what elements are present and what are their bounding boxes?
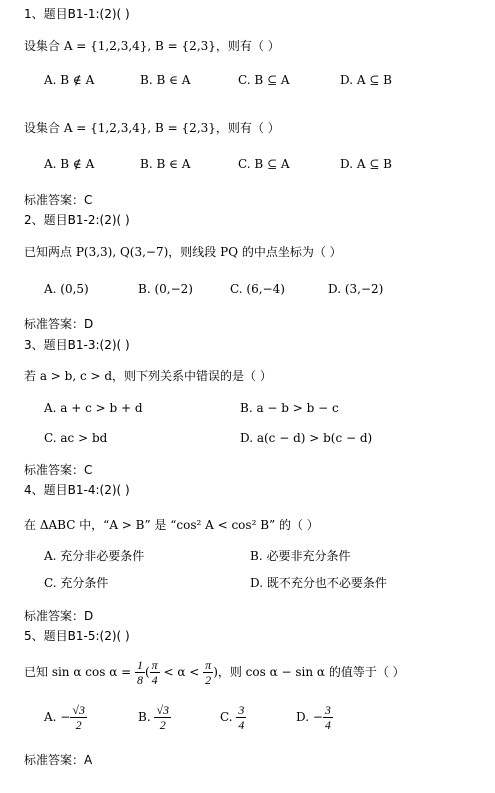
option-label: C. — [220, 710, 233, 724]
question-3-option-a: A. a + c > b + d — [44, 401, 143, 415]
question-4-option-c: C. 充分条件 — [44, 576, 109, 590]
option-label: D. − — [296, 710, 323, 724]
question-1-stem: 设集合 A = {1,2,3,4}, B = {2,3}，则有（ ） — [24, 39, 280, 53]
fraction-denominator: 4 — [238, 718, 245, 732]
question-5-paren-open: ( — [144, 665, 150, 679]
question-2-option-b: B. (0,−2) — [138, 282, 193, 296]
question-2-stem: 已知两点 P(3,3), Q(3,−7)，则线段 PQ 的中点坐标为（ ） — [24, 245, 342, 259]
question-5-fraction-pi-over-2 — [203, 658, 213, 687]
question-1-option-a-repeat: A. B ∉ A — [44, 157, 95, 171]
option-label: B. — [138, 710, 151, 724]
question-3-option-d: D. a(c − d) > b(c − d) — [240, 431, 373, 445]
option-fraction — [70, 703, 87, 732]
question-3-title: 3、题目B1-3:(2)( ) — [24, 338, 130, 352]
question-1-option-d: D. A ⊆ B — [340, 73, 392, 87]
fraction-numerator: √3 — [72, 703, 85, 717]
question-5-stem — [24, 654, 405, 690]
question-3-answer: 标准答案：C — [24, 463, 93, 477]
question-4-title: 4、题目B1-4:(2)( ) — [24, 483, 130, 497]
fraction-denominator: 2 — [75, 718, 82, 732]
question-1-option-b: B. B ∈ A — [140, 73, 191, 87]
question-4-option-a: A. 充分非必要条件 — [44, 549, 145, 563]
question-1-option-a: A. B ∉ A — [44, 73, 95, 87]
question-2-option-c: C. (6,−4) — [230, 282, 285, 296]
question-1-option-c: C. B ⊆ A — [238, 73, 290, 87]
question-2-option-d: D. (3,−2) — [328, 282, 384, 296]
fraction-numerator: 1 — [136, 658, 143, 672]
fraction-denominator: 2 — [205, 673, 212, 687]
fraction-numerator: √3 — [156, 703, 170, 717]
question-3-stem: 若 a > b, c > d，则下列关系中错误的是（ ） — [24, 369, 272, 383]
option-fraction — [323, 703, 333, 732]
question-1-option-c-repeat: C. B ⊆ A — [238, 157, 290, 171]
question-5-stem-suffix: )，则 cos α − sin α 的值等于（ ） — [213, 665, 405, 679]
fraction-numerator: π — [205, 658, 212, 672]
question-2-option-a: A. (0,5) — [44, 282, 89, 296]
fraction-denominator: 4 — [151, 673, 158, 687]
question-2-answer: 标准答案：D — [24, 317, 94, 331]
question-5-option-d — [296, 698, 333, 736]
question-2-title: 2、题目B1-2:(2)( ) — [24, 213, 130, 227]
question-4-answer: 标准答案：D — [24, 609, 94, 623]
fraction-denominator: 4 — [324, 718, 331, 732]
question-5-option-c — [220, 698, 246, 736]
question-1-title: 1、题目B1-1:(2)( ) — [24, 7, 130, 21]
fraction-numerator: 3 — [324, 703, 331, 717]
question-4-option-d: D. 既不充分也不必要条件 — [250, 576, 387, 590]
option-fraction — [154, 703, 171, 732]
question-1-answer: 标准答案：C — [24, 193, 93, 207]
question-3-option-c: C. ac > bd — [44, 431, 108, 445]
question-5-stem-prefix: 已知 sin α cos α = — [24, 665, 135, 679]
fraction-denominator: 8 — [136, 673, 143, 687]
fraction-numerator: 3 — [238, 703, 245, 717]
question-5-option-b — [138, 698, 171, 736]
option-fraction — [236, 703, 246, 732]
question-3-option-b: B. a − b > b − c — [240, 401, 339, 415]
question-4-stem: 在 ΔABC 中，“A > B” 是 “cos² A < cos² B” 的（ ） — [24, 518, 319, 532]
fraction-denominator: 2 — [159, 718, 166, 732]
question-5-answer: 标准答案：A — [24, 753, 93, 767]
question-5-fraction-one-eighth — [135, 658, 145, 687]
question-1-option-b-repeat: B. B ∈ A — [140, 157, 191, 171]
question-1-stem-repeat: 设集合 A = {1,2,3,4}, B = {2,3}，则有（ ） — [24, 121, 280, 135]
option-label: A. − — [44, 710, 71, 724]
question-5-title: 5、题目B1-5:(2)( ) — [24, 629, 130, 643]
question-4-option-b: B. 必要非充分条件 — [250, 549, 351, 563]
question-5-stem-mid: < α < — [159, 665, 204, 679]
question-5-option-a — [44, 698, 87, 736]
fraction-numerator: π — [151, 658, 158, 672]
question-1-option-d-repeat: D. A ⊆ B — [340, 157, 392, 171]
question-5-fraction-pi-over-4 — [150, 658, 160, 687]
